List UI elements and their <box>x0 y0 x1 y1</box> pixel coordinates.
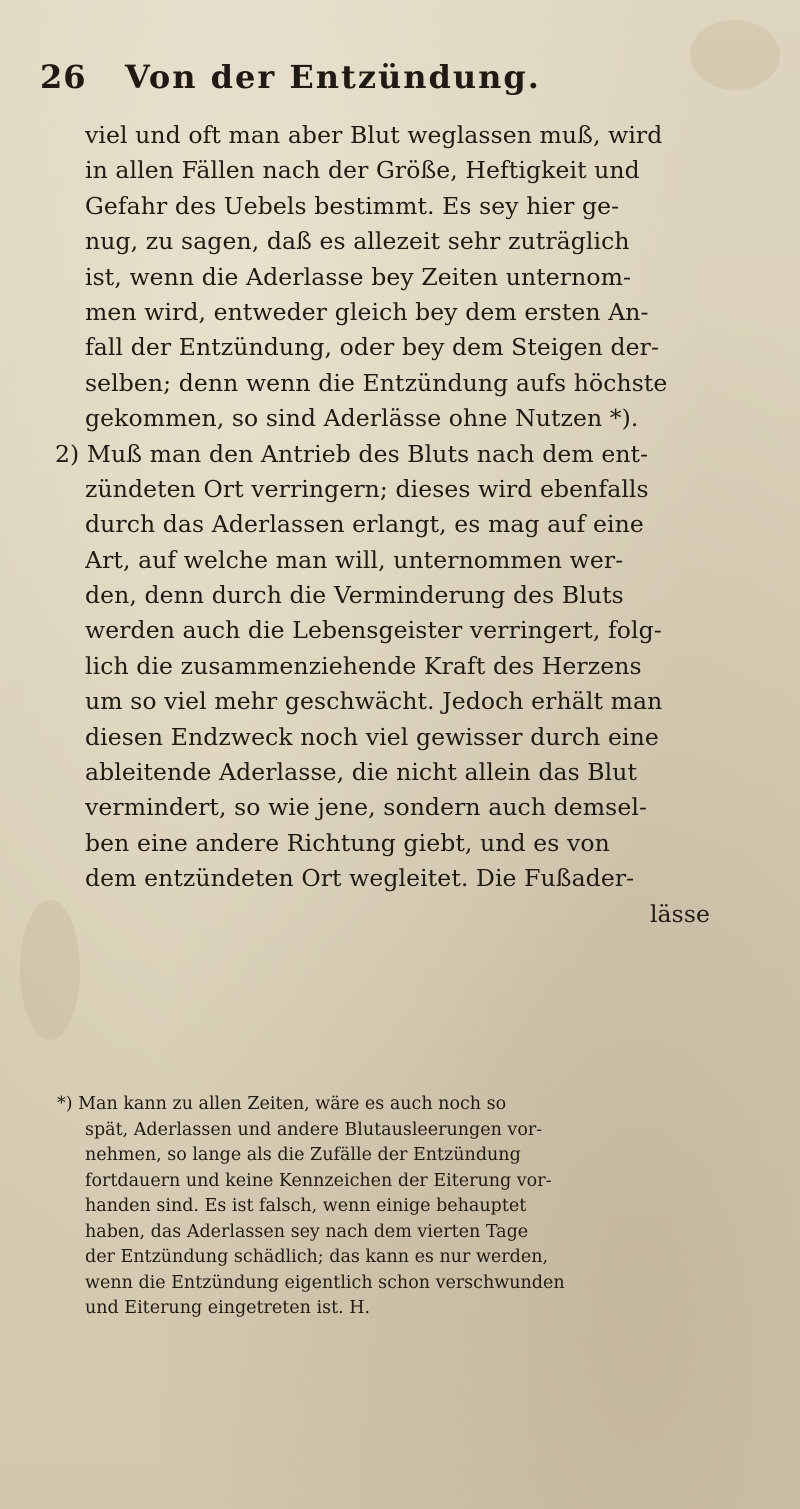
text-line: diesen Endzweck noch viel gewisser durch eine <box>85 722 659 751</box>
text-line: den, denn durch die Verminderung des Bluts <box>85 581 624 610</box>
footnote-line: der Entzündung schädlich; das kann es nur werden, <box>85 1247 549 1267</box>
catchword: lässe <box>649 899 710 928</box>
footnote-line: haben, das Aderlassen sey nach dem vierten Tage <box>85 1221 529 1242</box>
numbered-item-line: 2) Muß man den Antrieb des Bluts nach dem ent- <box>55 439 649 468</box>
footnote-line: und Eiterung eingetreten ist. H. <box>85 1298 371 1318</box>
text-line: lich die zusammenziehende Kraft des Herzens <box>85 651 642 680</box>
page-header <box>40 58 760 108</box>
footnote-line: nehmen, so lange als die Zufälle der Entzündung <box>85 1145 521 1165</box>
footnote-line: spät, Aderlassen und andere Blutausleerungen vor- <box>85 1119 543 1140</box>
text-line: um so viel mehr geschwächt. Jedoch erhält man <box>85 687 663 716</box>
text-line: werden auch die Lebensgeister verringert, folg- <box>85 616 662 645</box>
running-head: Von der Entzündung. <box>125 58 541 96</box>
text-line: vermindert, so wie jene, sondern auch demsel- <box>85 793 647 822</box>
text-line: Art, auf welche man will, unternommen wer- <box>85 545 624 574</box>
text-line: durch das Aderlassen erlangt, es mag auf eine <box>85 510 644 539</box>
text-line: selben; denn wenn die Entzündung aufs höchste <box>85 368 668 397</box>
page-number: 26 <box>40 58 87 96</box>
text-line: ableitende Aderlasse, die nicht allein das Blut <box>85 758 638 787</box>
text-line: fall der Entzündung, oder bey dem Steigen der- <box>85 333 659 362</box>
text-line: in allen Fällen nach der Größe, Heftigkeit und <box>85 156 640 185</box>
footnote-line: handen sind. Es ist falsch, wenn einige behauptet <box>85 1196 527 1216</box>
footnote-line: wenn die Entzündung eigentlich schon verschwunden <box>85 1272 565 1293</box>
footnote-line: *) Man kann zu allen Zeiten, wäre es auch noch so <box>57 1094 507 1114</box>
text-line: ist, wenn die Aderlasse bey Zeiten unternom- <box>85 262 632 291</box>
text-line: Gefahr des Uebels bestimmt. Es sey hier ge- <box>85 191 620 220</box>
text-line: gekommen, so sind Aderlässe ohne Nutzen *). <box>85 404 639 433</box>
main-text <box>55 118 745 932</box>
text-line: nug, zu sagen, daß es allezeit sehr zuträglich <box>85 227 630 256</box>
footnote-line: fortdauern und keine Kennzeichen der Eiterung vor- <box>85 1170 552 1191</box>
text-line: zündeten Ort verringern; dieses wird ebenfalls <box>85 474 649 503</box>
text-line: men wird, entweder gleich bey dem ersten An- <box>85 297 649 326</box>
text-line: viel und oft man aber Blut weglassen muß, wird <box>85 121 663 149</box>
text-line: ben eine andere Richtung giebt, und es von <box>85 828 610 857</box>
footnote <box>57 1092 745 1322</box>
paper-stain <box>20 900 80 1040</box>
text-line: dem entzündeten Ort wegleitet. Die Fußader- <box>85 864 635 893</box>
